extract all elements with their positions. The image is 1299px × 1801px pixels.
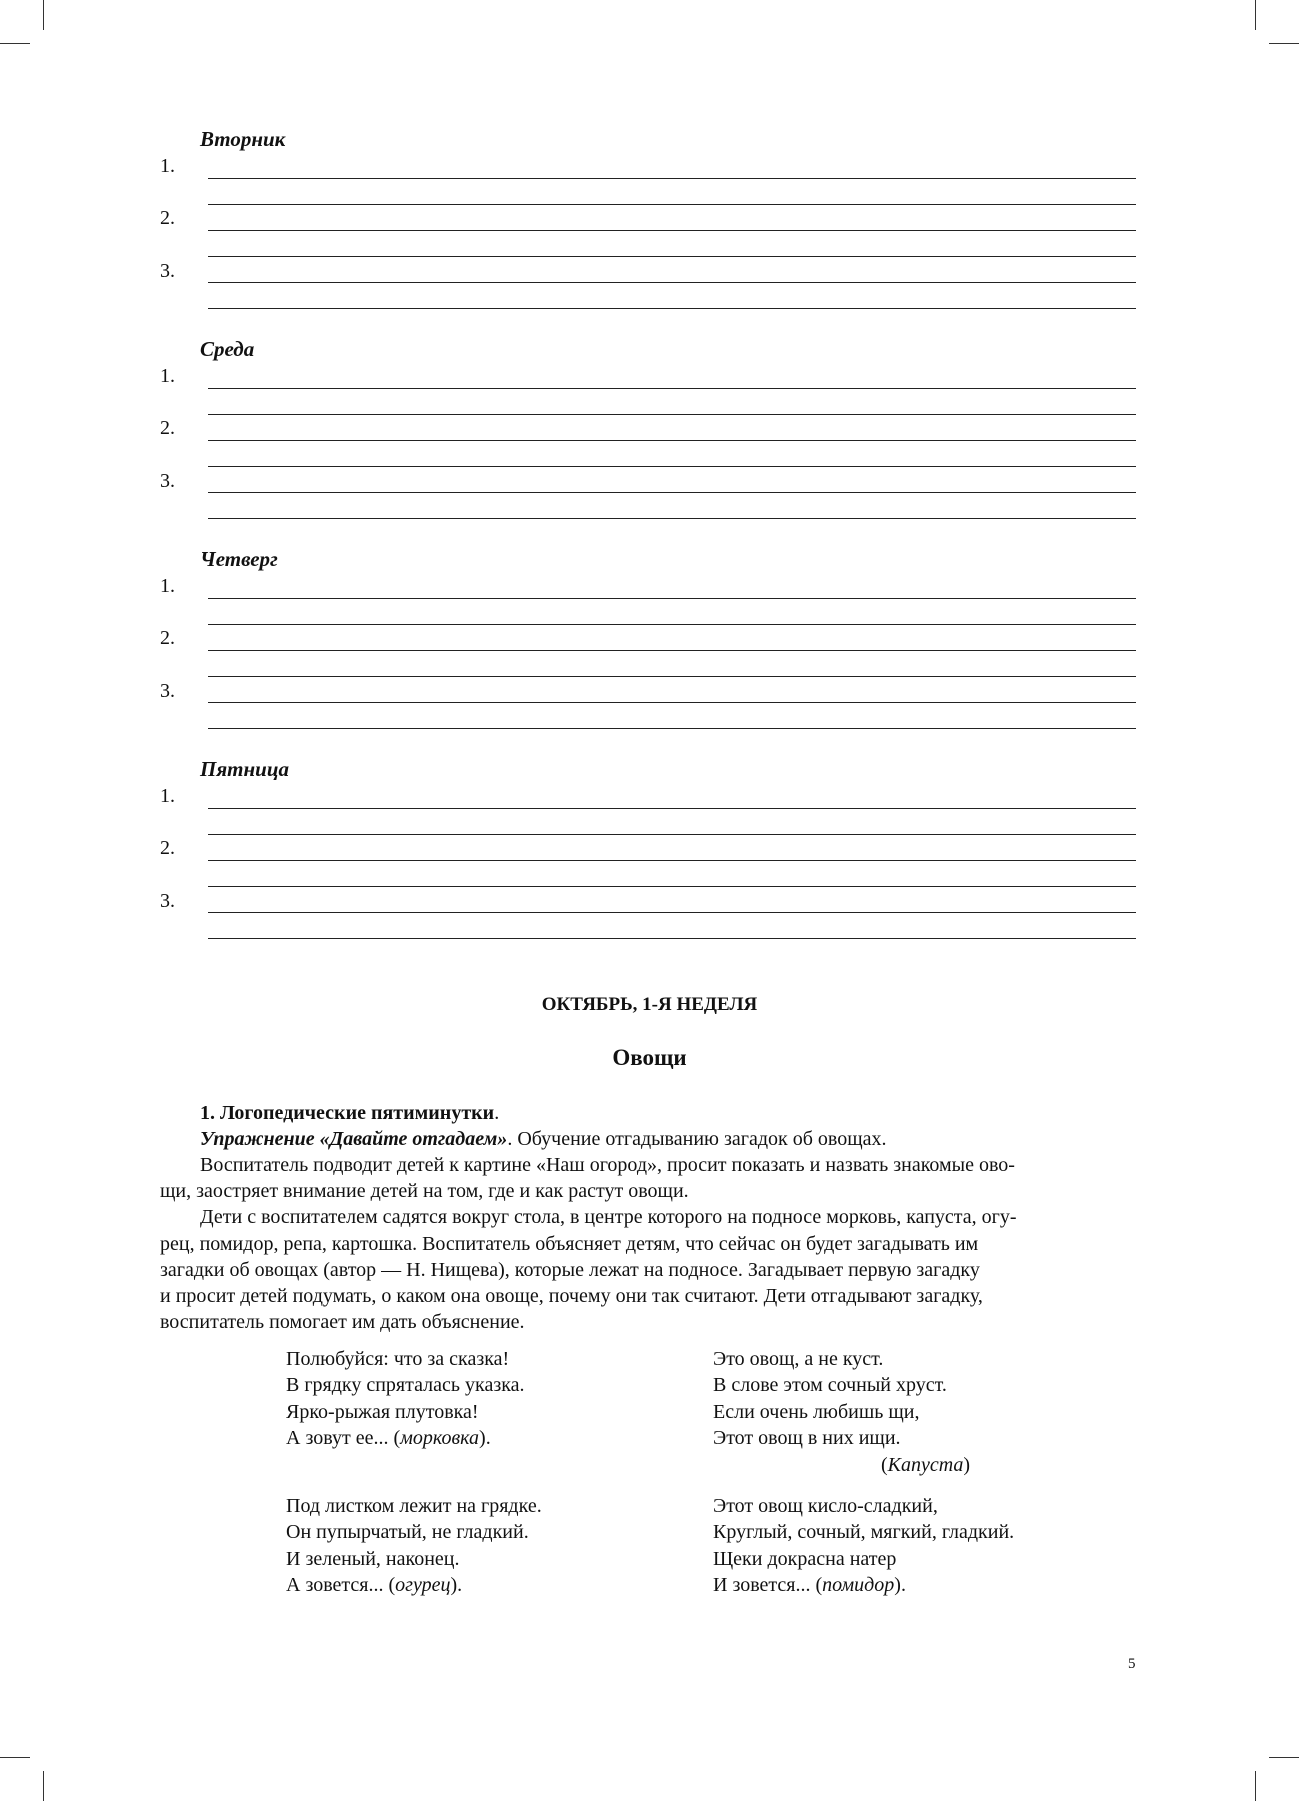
poem-line: Круглый, сочный, мягкий, гладкий.	[713, 1521, 1015, 1544]
crop-mark	[0, 43, 30, 44]
paragraph-line: Воспитатель подводит детей к картине «Наш огород», просит показать и назвать знакомые ово-	[200, 1154, 1015, 1176]
poem-line: Если очень любишь щи,	[713, 1400, 920, 1423]
writing-line[interactable]	[208, 178, 1136, 179]
writing-line[interactable]	[208, 598, 1136, 599]
crop-mark	[0, 1757, 30, 1758]
writing-line[interactable]	[208, 388, 1136, 389]
crop-mark	[1255, 0, 1256, 30]
page-number: 5	[1128, 1656, 1136, 1672]
writing-line[interactable]	[208, 912, 1136, 913]
writing-line[interactable]	[208, 282, 1136, 283]
writing-line[interactable]	[208, 518, 1136, 519]
item-number: 2.	[160, 207, 175, 229]
poem-line: Ярко-рыжая плутовка!	[286, 1400, 479, 1423]
crop-mark	[1269, 1757, 1299, 1758]
poem-line: Под листком лежит на грядке.	[286, 1495, 542, 1517]
paragraph	[160, 1152, 1136, 1335]
writing-line[interactable]	[208, 466, 1136, 467]
writing-line[interactable]	[208, 492, 1136, 493]
item-number: 1.	[160, 155, 175, 177]
poem-line: А зовут ее... (морковка).	[286, 1427, 491, 1450]
riddle-poem	[713, 1493, 1014, 1599]
writing-line[interactable]	[208, 702, 1136, 703]
item-number: 2.	[160, 417, 175, 439]
poem-line: Он пупырчатый, не гладкий.	[286, 1521, 529, 1544]
writing-line[interactable]	[208, 808, 1136, 809]
poem-line: Этот овощ кисло-сладкий,	[713, 1495, 938, 1517]
day-title: Четверг	[200, 547, 278, 571]
section-title: Овощи	[612, 1045, 687, 1070]
crop-mark	[43, 0, 44, 30]
item-number: 1.	[160, 365, 175, 387]
riddle-answer: морковка	[400, 1427, 480, 1450]
item-number: 3.	[160, 890, 175, 912]
paragraph-line: загадки об овощах (автор — Н. Нищева), которые лежат на подносе. Загадывает первую загадку	[160, 1258, 980, 1281]
exercise-desc: . Обучение отгадыванию загадок об овощах.	[507, 1128, 887, 1151]
writing-line[interactable]	[208, 204, 1136, 205]
heading-bold: 1. Логопедические пятиминутки	[200, 1102, 495, 1124]
poem-line: Это овощ, а не куст.	[713, 1348, 884, 1370]
item-number: 2.	[160, 627, 175, 649]
poem-line: Полюбуйся: что за сказка!	[286, 1348, 510, 1370]
writing-line[interactable]	[208, 676, 1136, 677]
poem-line: В слове этом сочный хруст.	[713, 1374, 947, 1397]
item-number: 3.	[160, 680, 175, 702]
writing-line[interactable]	[208, 440, 1136, 441]
heading-rest: .	[494, 1102, 500, 1124]
poem-line: А зовется... (огурец).	[286, 1574, 463, 1597]
poem-line: И зеленый, наконец.	[286, 1547, 460, 1570]
riddle-answer: огурец	[395, 1574, 451, 1597]
riddle-poem	[713, 1346, 970, 1478]
day-title: Среда	[200, 337, 255, 361]
writing-line[interactable]	[208, 624, 1136, 625]
writing-line[interactable]	[208, 728, 1136, 729]
item-number: 2.	[160, 837, 175, 859]
writing-line[interactable]	[208, 230, 1136, 231]
exercise-title: Упражнение «Давайте отгадаем»	[200, 1128, 508, 1151]
item-number: 1.	[160, 575, 175, 597]
poem-line: И зовется... (помидор).	[713, 1574, 906, 1597]
day-title: Пятница	[200, 757, 290, 781]
writing-line[interactable]	[208, 650, 1136, 651]
writing-line[interactable]	[208, 886, 1136, 887]
riddle-answer: Капуста	[887, 1453, 964, 1476]
paragraph-line: воспитатель помогает им дать объяснение.	[160, 1311, 525, 1334]
poem-line: Этот овощ в них ищи.	[713, 1427, 901, 1450]
paragraph-line: и просит детей подумать, о каком она овоще, почему они так считают. Дети отгадывают загадку,	[160, 1285, 983, 1308]
paragraph-heading	[200, 1100, 1136, 1126]
section-subtitle: ОКТЯБРЬ, 1-Я НЕДЕЛЯ	[541, 994, 758, 1015]
riddle-poem	[286, 1493, 542, 1599]
poem-line: Щеки докрасна натер	[713, 1547, 897, 1570]
item-number: 3.	[160, 470, 175, 492]
writing-line[interactable]	[208, 834, 1136, 835]
poem-line: В грядку спряталась указка.	[286, 1374, 525, 1397]
writing-line[interactable]	[208, 860, 1136, 861]
crop-mark	[1255, 1771, 1256, 1801]
paragraph-line: рец, помидор, репа, картошка. Воспитатель объясняет детям, что сейчас он будет загадывать им	[160, 1232, 979, 1255]
day-title: Вторник	[200, 127, 286, 151]
writing-line[interactable]	[208, 256, 1136, 257]
riddle-answer: помидор	[822, 1574, 895, 1597]
riddle-poem	[286, 1346, 525, 1452]
exercise-line	[200, 1126, 1136, 1152]
paragraph-line: щи, заостряет внимание детей на том, где и как растут овощи.	[160, 1180, 689, 1203]
poem-line: (Капуста)	[881, 1453, 971, 1476]
crop-mark	[43, 1771, 44, 1801]
body-text	[200, 1100, 1136, 1152]
writing-line[interactable]	[208, 938, 1136, 939]
paragraph-line: Дети с воспитателем садятся вокруг стола, в центре которого на подносе морковь, капуста, огу-	[200, 1206, 1017, 1229]
writing-line[interactable]	[208, 414, 1136, 415]
item-number: 3.	[160, 260, 175, 282]
crop-mark	[1269, 43, 1299, 44]
item-number: 1.	[160, 785, 175, 807]
writing-line[interactable]	[208, 308, 1136, 309]
